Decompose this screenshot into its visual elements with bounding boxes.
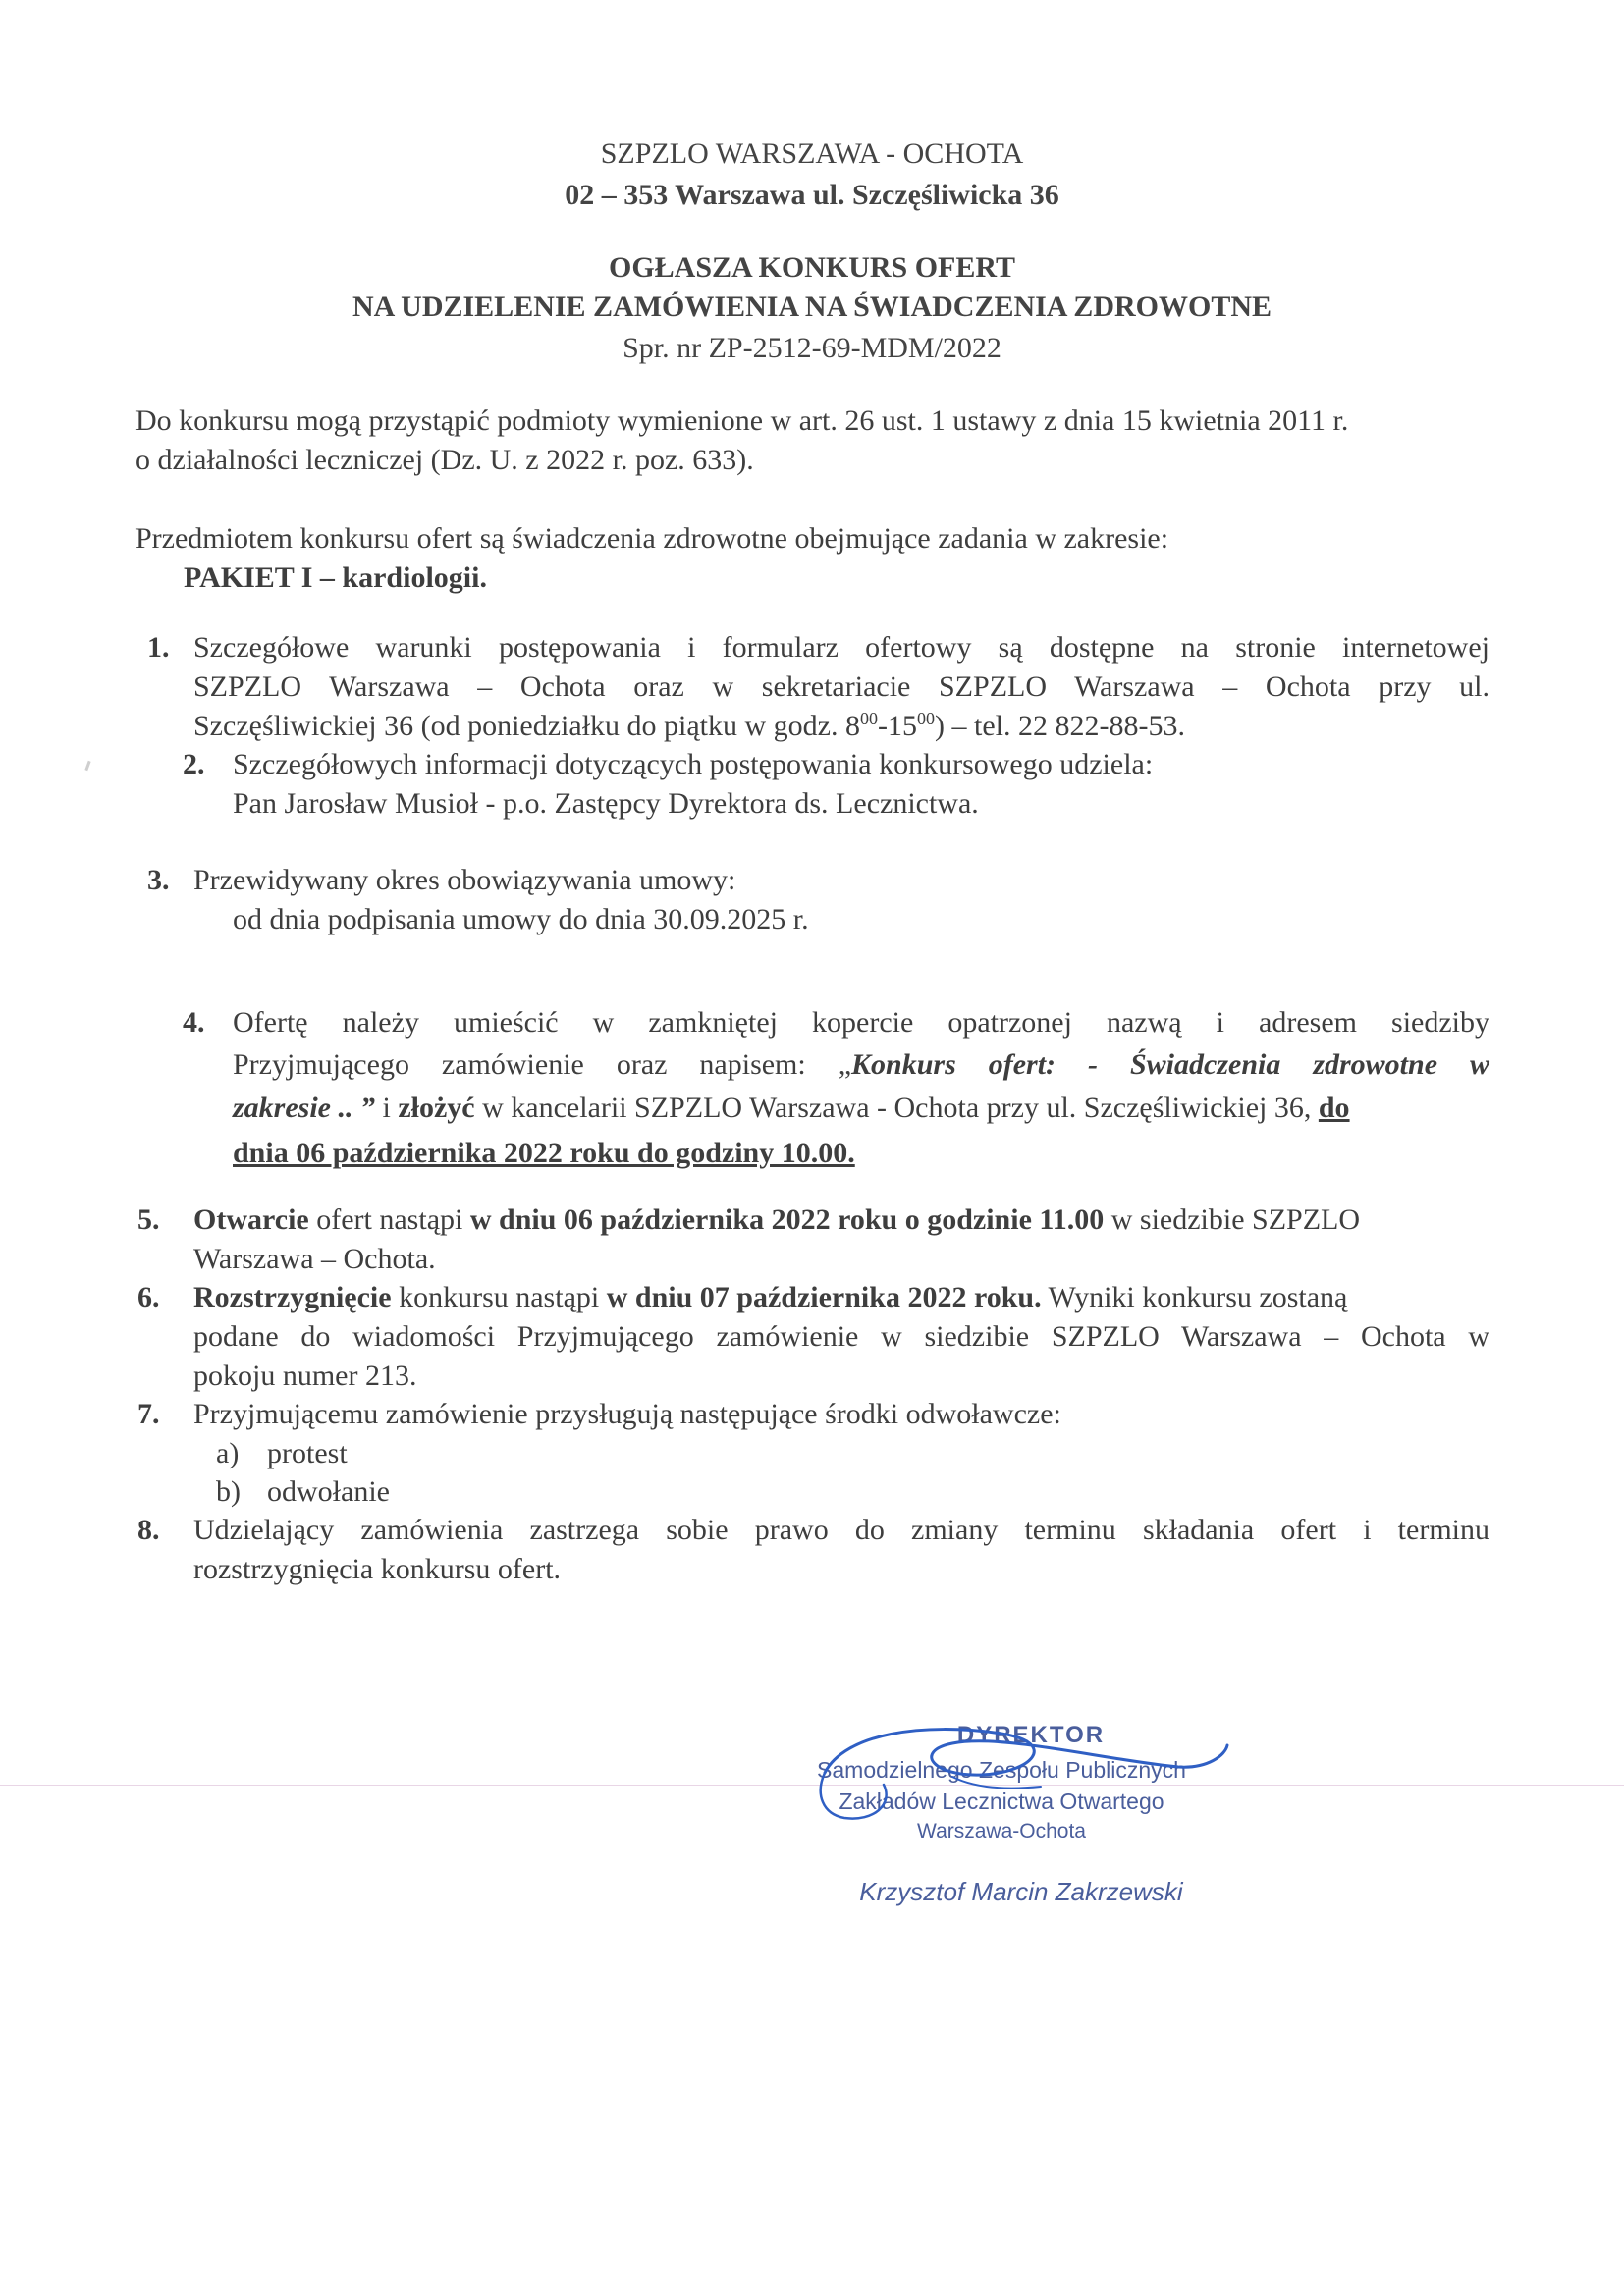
institution-name: SZPZLO WARSZAWA - OCHOTA (600, 137, 1024, 170)
point-5-opening-date: w dniu 06 października 2022 roku o godzinie 11.00 (469, 1203, 1105, 1236)
point-5-opening-word: Otwarcie (193, 1203, 309, 1236)
point-1-hours-sup2: 00 (917, 709, 935, 728)
point-2-line2: Pan Jarosław Musioł - p.o. Zastępcy Dyrektora ds. Lecznictwa. (233, 787, 979, 820)
point-3-line1: Przewidywany okres obowiązywania umowy: (193, 864, 736, 896)
signature (805, 1716, 1237, 1834)
point-4-submit-place: w kancelarii SZPZLO Warszawa - Ochota przy ul. Szczęśliwickiej 36, (474, 1092, 1319, 1124)
point-4-line2-text: Przyjmującego zamówienie oraz napisem: „ (233, 1048, 852, 1081)
point-5-location: w siedzibie SZPZLO (1104, 1203, 1361, 1236)
point-5-line1 (193, 1203, 1360, 1237)
point-8-number: 8. (137, 1514, 160, 1546)
point-6-number: 6. (137, 1281, 160, 1313)
package-name: PAKIET I – kardiologii. (184, 561, 487, 594)
scan-mark (84, 761, 90, 771)
point-1-number: 1. (147, 631, 170, 664)
point-6-line2: podane do wiadomości Przyjmującego zamówienie w siedzibie SZPZLO Warszawa – Ochota w (193, 1320, 1489, 1353)
stamp-title: DYREKTOR (956, 1722, 1106, 1748)
point-3-number: 3. (147, 864, 170, 896)
point-5-number: 5. (137, 1203, 160, 1236)
institution-address: 02 – 353 Warszawa ul. Szczęśliwicka 36 (565, 179, 1059, 211)
point-7-a-label: a) (216, 1437, 240, 1469)
point-7-a-text: protest (267, 1437, 348, 1469)
point-4-envelope-label: Konkurs ofert: - Świadczenia zdrowotne w (851, 1048, 1489, 1081)
point-6-resolution-date: w dniu 07 października 2022 roku. (606, 1281, 1042, 1313)
point-8-line1: Udzielający zamówienia zastrzega sobie prawo do zmiany terminu składania ofert i terminu (193, 1514, 1489, 1546)
point-8-line2: rozstrzygnięcia konkursu ofert. (193, 1553, 562, 1585)
point-6-results: Wyniki konkursu zostaną (1041, 1281, 1348, 1313)
point-7-b-text: odwołanie (267, 1475, 390, 1508)
stamp-line3: Warszawa-Ochota (917, 1820, 1086, 1842)
stamp-line2: Zakładów Lecznictwa Otwartego (839, 1789, 1164, 1814)
point-6-text: konkursu nastąpi (391, 1281, 607, 1313)
point-1-line3 (193, 710, 1185, 743)
point-4-deadline: dnia 06 października 2022 roku do godziny 10.00. (233, 1137, 855, 1169)
stamp-line1: Samodzielnego Zespołu Publicznych (817, 1757, 1186, 1783)
point-4-line2 (233, 1048, 1489, 1082)
point-6-line1 (193, 1281, 1347, 1314)
point-2-line1: Szczegółowych informacji dotyczących postępowania konkursowego udziela: (233, 748, 1154, 780)
intro-line2: o działalności leczniczej (Dz. U. z 2022 r. poz. 633). (135, 444, 754, 476)
point-4-envelope-label-end: zakresie .. ” (233, 1092, 375, 1124)
point-4-submit-word: złożyć (398, 1092, 475, 1124)
stamp-director-name: Krzysztof Marcin Zakrzewski (859, 1877, 1183, 1906)
point-7-line1: Przyjmującemu zamówienie przysługują następujące środki odwoławcze: (193, 1398, 1061, 1430)
announcement-title-line1: OGŁASZA KONKURS OFERT (608, 251, 1016, 284)
point-4-number: 4. (183, 1006, 205, 1039)
point-5-line2: Warszawa – Ochota. (193, 1243, 436, 1275)
point-5-text: ofert nastąpi (308, 1203, 470, 1236)
intro-line1: Do konkursu mogą przystąpić podmioty wymienione w art. 26 ust. 1 ustawy z dnia 15 kwietnia 2011 r. (135, 404, 1349, 437)
point-4-line1: Ofertę należy umieścić w zamkniętej kopercie opatrzonej nazwą i adresem siedziby (233, 1006, 1489, 1039)
point-6-line3: pokoju numer 213. (193, 1360, 417, 1392)
point-6-resolution-word: Rozstrzygnięcie (193, 1281, 392, 1313)
point-1-phone: ) – tel. 22 822-88-53. (935, 710, 1185, 742)
announcement-title-line2: NA UDZIELENIE ZAMÓWIENIA NA ŚWIADCZENIA ZDROWOTNE (352, 291, 1272, 323)
point-7-b-label: b) (216, 1475, 241, 1508)
point-1-line2: SZPZLO Warszawa – Ochota oraz w sekretariacie SZPZLO Warszawa – Ochota przy ul. (193, 670, 1489, 703)
case-number: Spr. nr ZP-2512-69-MDM/2022 (623, 332, 1001, 364)
point-4-and: i (375, 1092, 399, 1124)
point-1-hours-sup1: 00 (860, 709, 878, 728)
subject-line: Przedmiotem konkursu ofert są świadczenia zdrowotne obejmujące zadania w zakresie: (135, 522, 1169, 555)
point-1-hours-end: -15 (878, 710, 917, 742)
point-7-number: 7. (137, 1398, 160, 1430)
point-1-hours-text: Szczęśliwickiej 36 (od poniedziałku do piątku w godz. 8 (193, 710, 860, 742)
point-1-line1: Szczegółowe warunki postępowania i formularz ofertowy są dostępne na stronie internetowej (193, 631, 1489, 664)
point-4-deadline-start: do (1318, 1092, 1350, 1124)
point-3-line2: od dnia podpisania umowy do dnia 30.09.2025 r. (233, 903, 809, 935)
point-2-number: 2. (183, 748, 205, 780)
point-4-line3 (233, 1092, 1489, 1125)
